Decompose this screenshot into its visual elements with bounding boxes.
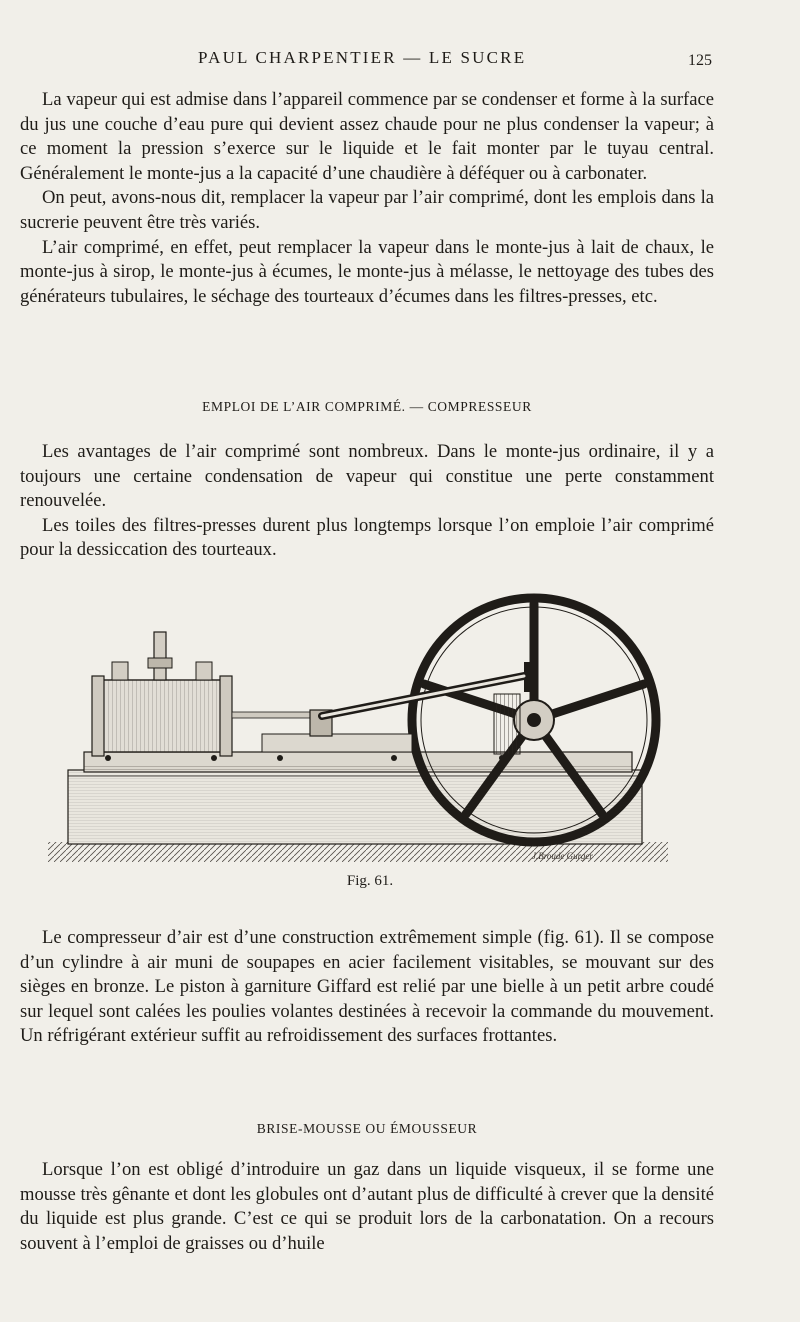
section-compresseur-text <box>20 440 714 563</box>
paragraph: La vapeur qui est admise dans l’appareil commence par se condenser et forme à la surface du jus une couche d’eau pure qui devient assez chaude pour ne plus condenser la vapeur; à ce moment la pression s’exerce sur le liquide et le fait monter par le tuyau central. Généralement le monte-jus a la capacité d’une chaudière à déféquer ou à carbonater. <box>20 89 714 184</box>
paragraph: Lorsque l’on est obligé d’introduire un gaz dans un liquide visqueux, il se forme une mousse très gênante et dont les globules ont d’autant plus de difficulté à crever que la densité du liquide est plus grande. C’est ce qui se produit lors de la carbonatation. On a recours souvent à l’emploi de graisses ou d’huile <box>20 1159 714 1254</box>
section-compressor-description <box>20 926 714 1049</box>
paragraph: Les avantages de l’air comprimé sont nombreux. Dans le monte-jus ordinaire, il y a toujours une certaine condensation de vapeur qui constitue une perte constamment renouvelée. <box>20 441 714 512</box>
section-brise-mousse-text <box>20 1158 714 1256</box>
section-heading-brise-mousse: BRISE-MOUSSE OU ÉMOUSSEUR <box>256 1121 478 1136</box>
paragraph: Le compresseur d’air est d’une construction extrêmement simple (fig. 61). Il se compose d’un cylindre à air muni de soupapes en acier facilement visitables, se mouvant sur des sièges en bronze. Le piston à garniture Giffard est relié par une bielle à un petit arbre coudé sur lequel sont calées les poulies volantes destinées à recevoir la commande du mouvement. Un réfrigérant extérieur suffit au refroidissement des surfaces frottantes. <box>20 927 714 1047</box>
running-title: PAUL CHARPENTIER — LE SUCRE <box>198 48 527 67</box>
figure-61-air-compressor-engraving <box>48 592 670 872</box>
running-head <box>0 48 800 72</box>
engraver-signature: J.Broude Gurger <box>532 851 593 861</box>
paragraph: L’air comprimé, en effet, peut remplacer la vapeur dans le monte-jus à lait de chaux, le monte-jus à sirop, le monte-jus à écumes, le monte-jus à mélasse, le nettoyage des tubes des générateurs tubulaires, le séchage des tourteaux d’écumes dans les filtres-presses, etc. <box>20 236 714 307</box>
section-heading-compresseur: EMPLOI DE L’AIR COMPRIMÉ. — COMPRESSEUR <box>202 399 532 414</box>
page-number: 125 <box>688 52 712 69</box>
section-monte-jus-text <box>20 88 714 309</box>
paragraph: Les toiles des filtres-presses durent plus longtemps lorsque l’on emploie l’air comprimé pour la dessiccation des tourteaux. <box>20 514 714 561</box>
paragraph: On peut, avons-nous dit, remplacer la vapeur par l’air comprimé, dont les emplois dans la sucrerie peuvent être très variés. <box>20 187 714 233</box>
figure-caption: Fig. 61. <box>346 873 394 889</box>
